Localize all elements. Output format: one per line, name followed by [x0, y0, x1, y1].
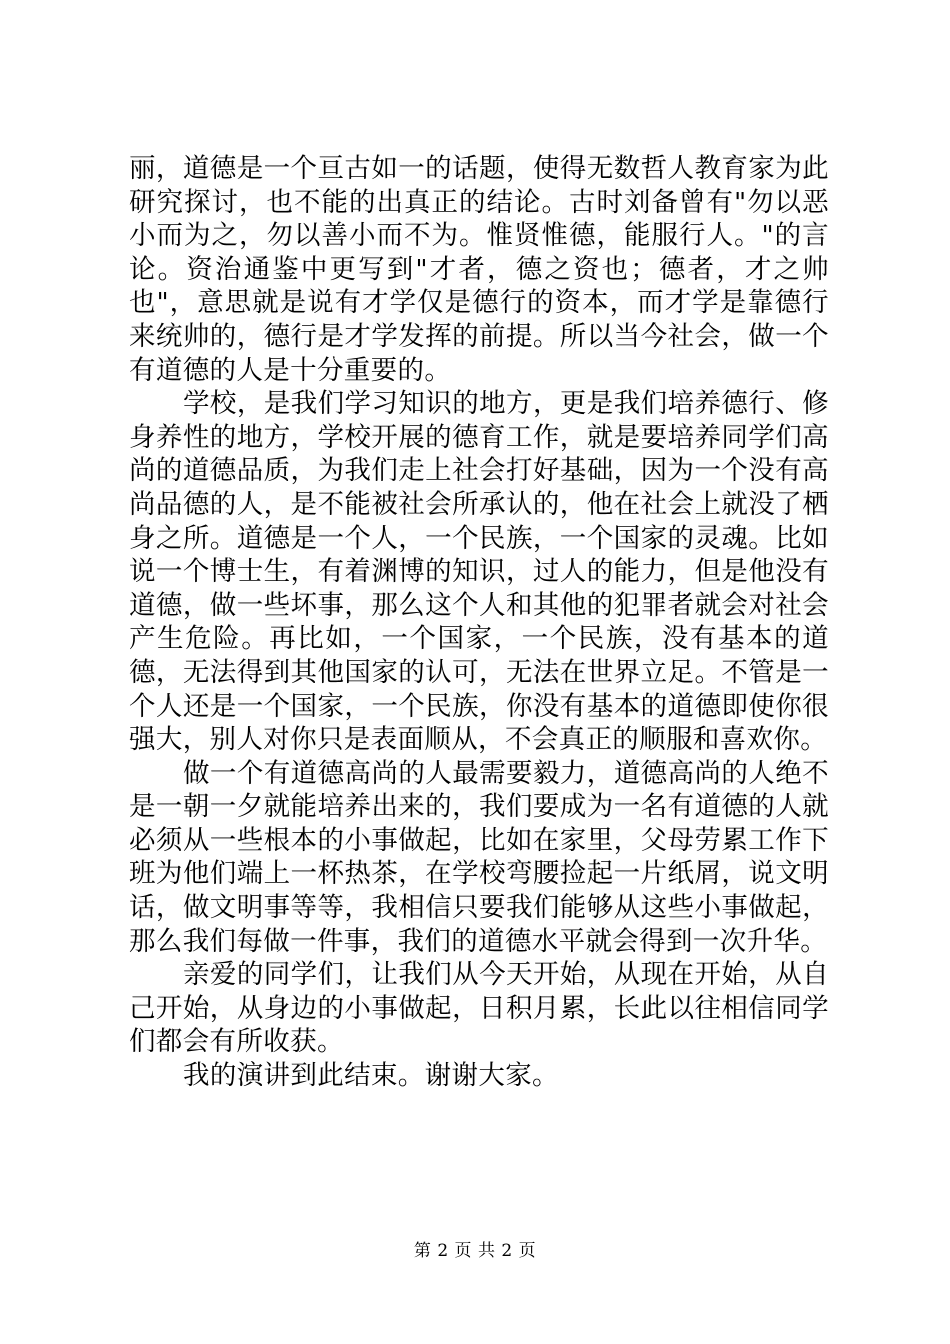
body-text: [129, 152, 829, 1093]
paragraph-2: 学校，是我们学习知识的地方，更是我们培养德行、修身养性的地方，学校开展的德育工作，就是要培养同学们高尚的道德品质，为我们走上社会打好基础，因为一个没有高尚品德的人，是不能被社会所承认的，他在社会上就没了栖身之所。道德是一个人，一个民族，一个国家的灵魂。比如说一个博士生，有着渊博的知识，过人的能力，但是他没有道德，做一些坏事，那么这个人和其他的犯罪者就会对社会产生危险。再比如，一个国家，一个民族，没有基本的道德，无法得到其他国家的认可，无法在世界立足。不管是一个人还是一个国家，一个民族，你没有基本的道德即使你很强大，别人对你只是表面顺从，不会真正的顺服和喜欢你。: [129, 388, 829, 756]
paragraph-3: 做一个有道德高尚的人最需要毅力，道德高尚的人绝不是一朝一夕就能培养出来的，我们要成为一名有道德的人就必须从一些根本的小事做起，比如在家里，父母劳累工作下班为他们端上一杯热茶，在学校弯腰捡起一片纸屑，说文明话，做文明事等等，我相信只要我们能够从这些小事做起，那么我们每做一件事，我们的道德水平就会得到一次升华。: [129, 757, 829, 957]
paragraph-5: 我的演讲到此结束。谢谢大家。: [183, 1060, 559, 1092]
paragraph-4: 亲爱的同学们，让我们从今天开始，从现在开始，从自己开始，从身边的小事做起，日积月累，长此以往相信同学们都会有所收获。: [129, 959, 829, 1058]
paragraph-1: 丽，道德是一个亘古如一的话题，使得无数哲人教育家为此研究探讨，也不能的出真正的结论。古时刘备曾有"勿以恶小而为之，勿以善小而不为。惟贤惟德，能服行人。"的言论。资治通鉴中更写到"才者，德之资也；德者，才之帅也"，意思就是说有才学仅是德行的资本，而才学是靠德行来统帅的，德行是才学发挥的前提。所以当今社会，做一个有道德的人是十分重要的。: [129, 153, 829, 386]
page-footer: 第 2 页 共 2 页: [413, 1241, 537, 1261]
